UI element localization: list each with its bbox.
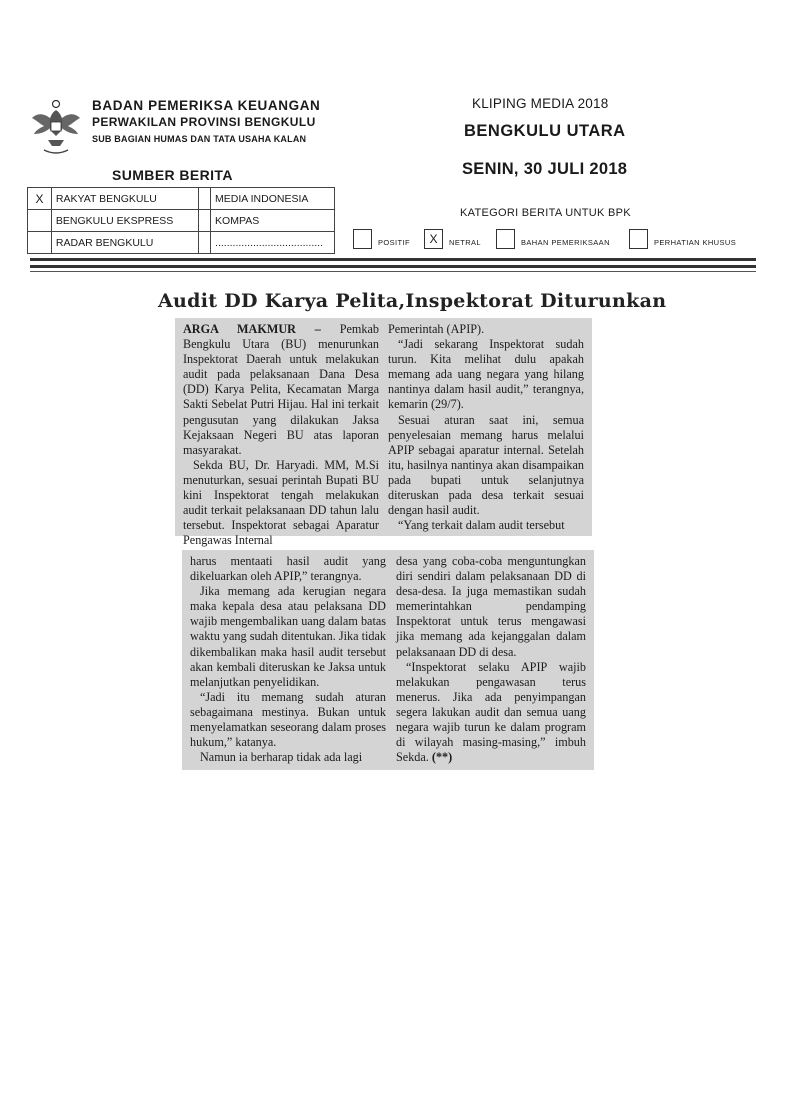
category-label: BAHAN PEMERIKSAAN: [521, 238, 610, 247]
header-divider: [30, 258, 756, 261]
clipping-date: SENIN, 30 JULI 2018: [462, 160, 628, 178]
category-option-positif: [353, 229, 410, 249]
article-paragraph: Pemerintah (APIP).: [388, 322, 485, 336]
category-checkbox: [629, 229, 648, 249]
article-headline: Audit DD Karya Pelita,Inspektorat Diturunkan: [158, 290, 667, 312]
region-title: BENGKULU UTARA: [464, 122, 626, 140]
article-column-1: [175, 318, 387, 548]
source-name: BENGKULU EKSPRESS: [51, 210, 198, 232]
source-row: [28, 210, 335, 232]
article-paragraph: Sekda BU, Dr. Haryadi. MM, M.Si menuturkan, sesuai perintah Bupati BU kini Inspektorat tengah melakukan audit terkait pelaksanaan DD tahun lalu tersebut. Inspektorat sebagai Aparatur Pengawas Internal: [183, 457, 379, 548]
source-name: MEDIA INDONESIA: [211, 188, 335, 210]
article-paragraph: Sesuai aturan saat ini, semua penyelesaian memang harus melalui APIP sebagai aparatur internal. Setelah itu, hasilnya nantinya akan disampaikan pada bupati untuk selanjutnya diteruskan pada desa terkait sesuai dengan hasil audit.: [388, 412, 584, 518]
article-paragraph: desa yang coba-coba menguntungkan diri sendiri dalam pelaksanaan DD di desa-desa. Ia juga memastikan sudah memerintahkan pendamping Inspektorat untuk terus mengawasi jika memang ada kejanggalan dalam pelaksanaan DD di desa.: [396, 554, 586, 659]
article-text: “Inspektorat selaku APIP wajib melakukan pengawasan terus menerus. Jika ada penyimpangan segera lakukan audit dan semua uang negara wajib turun ke dalam program di wilayah masing-masing,” imbuh Sekda.: [396, 659, 586, 765]
source-row: [28, 188, 335, 210]
source-checkbox: X: [28, 188, 52, 210]
category-label: POSITIF: [378, 238, 410, 247]
source-table: [27, 187, 335, 254]
source-name: RADAR BENGKULU: [51, 232, 198, 254]
article-column-4: [388, 550, 594, 770]
source-checkbox: [199, 232, 211, 254]
kliping-title: KLIPING MEDIA 2018: [472, 96, 609, 111]
source-checkbox: [199, 210, 211, 232]
category-option-perhatian-khusus: [629, 229, 736, 249]
article-paragraph: [396, 660, 586, 766]
article-paragraph: harus mentaati hasil audit yang dikeluarkan oleh APIP,” terangnya.: [190, 554, 386, 584]
category-label: PERHATIAN KHUSUS: [654, 238, 737, 247]
category-option-bahan-pemeriksaan: [496, 229, 610, 249]
article-paragraph: “Yang terkait dalam audit tersebut: [398, 518, 565, 533]
article-dateline: ARGA MAKMUR –: [183, 322, 321, 336]
source-title: SUMBER BERITA: [112, 167, 233, 183]
category-checkbox: X: [424, 229, 443, 249]
organization-block: [92, 97, 320, 147]
article-column-2: [380, 318, 592, 536]
org-subdivision: SUB BAGIAN HUMAS DAN TATA USAHA KALAN: [92, 134, 307, 144]
article-text: Pemkab Bengkulu Utara (BU) menurunkan Inspektorat Daerah untuk melakukan audit pada pelaksanaan Dana Desa (DD) Karya Pelita, Kecamatan Marga Sakti Sebelat Putri Hijau. Hal ini terkait pengusutan yang dilakukan Jaksa Kejaksaan Negeri BU atas laporan masyarakat.: [183, 322, 379, 457]
source-checkbox: [199, 188, 211, 210]
article-paragraph: [183, 322, 379, 458]
article-signoff: (**): [428, 750, 453, 765]
source-name: RAKYAT BENGKULU: [51, 188, 198, 210]
header-divider: [30, 265, 756, 268]
article-paragraph: “Jadi itu memang sudah aturan sebagaimana mestinya. Bukan untuk menyelamatkan seseorang dalam proses hukum,” katanya.: [190, 689, 386, 750]
source-name: .....................................: [211, 232, 335, 254]
category-option-netral: [424, 229, 481, 249]
category-label: NETRAL: [449, 238, 481, 247]
source-name: KOMPAS: [211, 210, 335, 232]
article-column-3: [182, 550, 394, 770]
org-name: BADAN PEMERIKSA KEUANGAN: [92, 98, 321, 113]
article-paragraph: Jika memang ada kerugian negara maka kepala desa atau pelaksana DD wajib mengembalikan uang dalam batas waktu yang sudah ditentukan. Jika tidak dikembalikan maka hasil audit tersebut akan kembali diteruskan ke Jaksa untuk melanjutkan penyelidikan.: [190, 584, 386, 689]
category-checkbox: [353, 229, 372, 249]
article-paragraph: Namun ia berharap tidak ada lagi: [200, 750, 363, 765]
source-checkbox: [28, 210, 52, 232]
article-paragraph: “Jadi sekarang Inspektorat sudah turun. Kita melihat dulu apakah memang ada uang negara yang hilang nantinya dalam hasil audit,” terangnya, kemarin (29/7).: [388, 337, 584, 412]
source-checkbox: [28, 232, 52, 254]
garuda-emblem-icon: [30, 96, 82, 156]
category-title: KATEGORI BERITA UNTUK BPK: [460, 207, 631, 219]
source-row: [28, 232, 335, 254]
category-checkbox: [496, 229, 515, 249]
header-divider: [30, 271, 756, 272]
org-branch: PERWAKILAN PROVINSI BENGKULU: [92, 115, 316, 129]
